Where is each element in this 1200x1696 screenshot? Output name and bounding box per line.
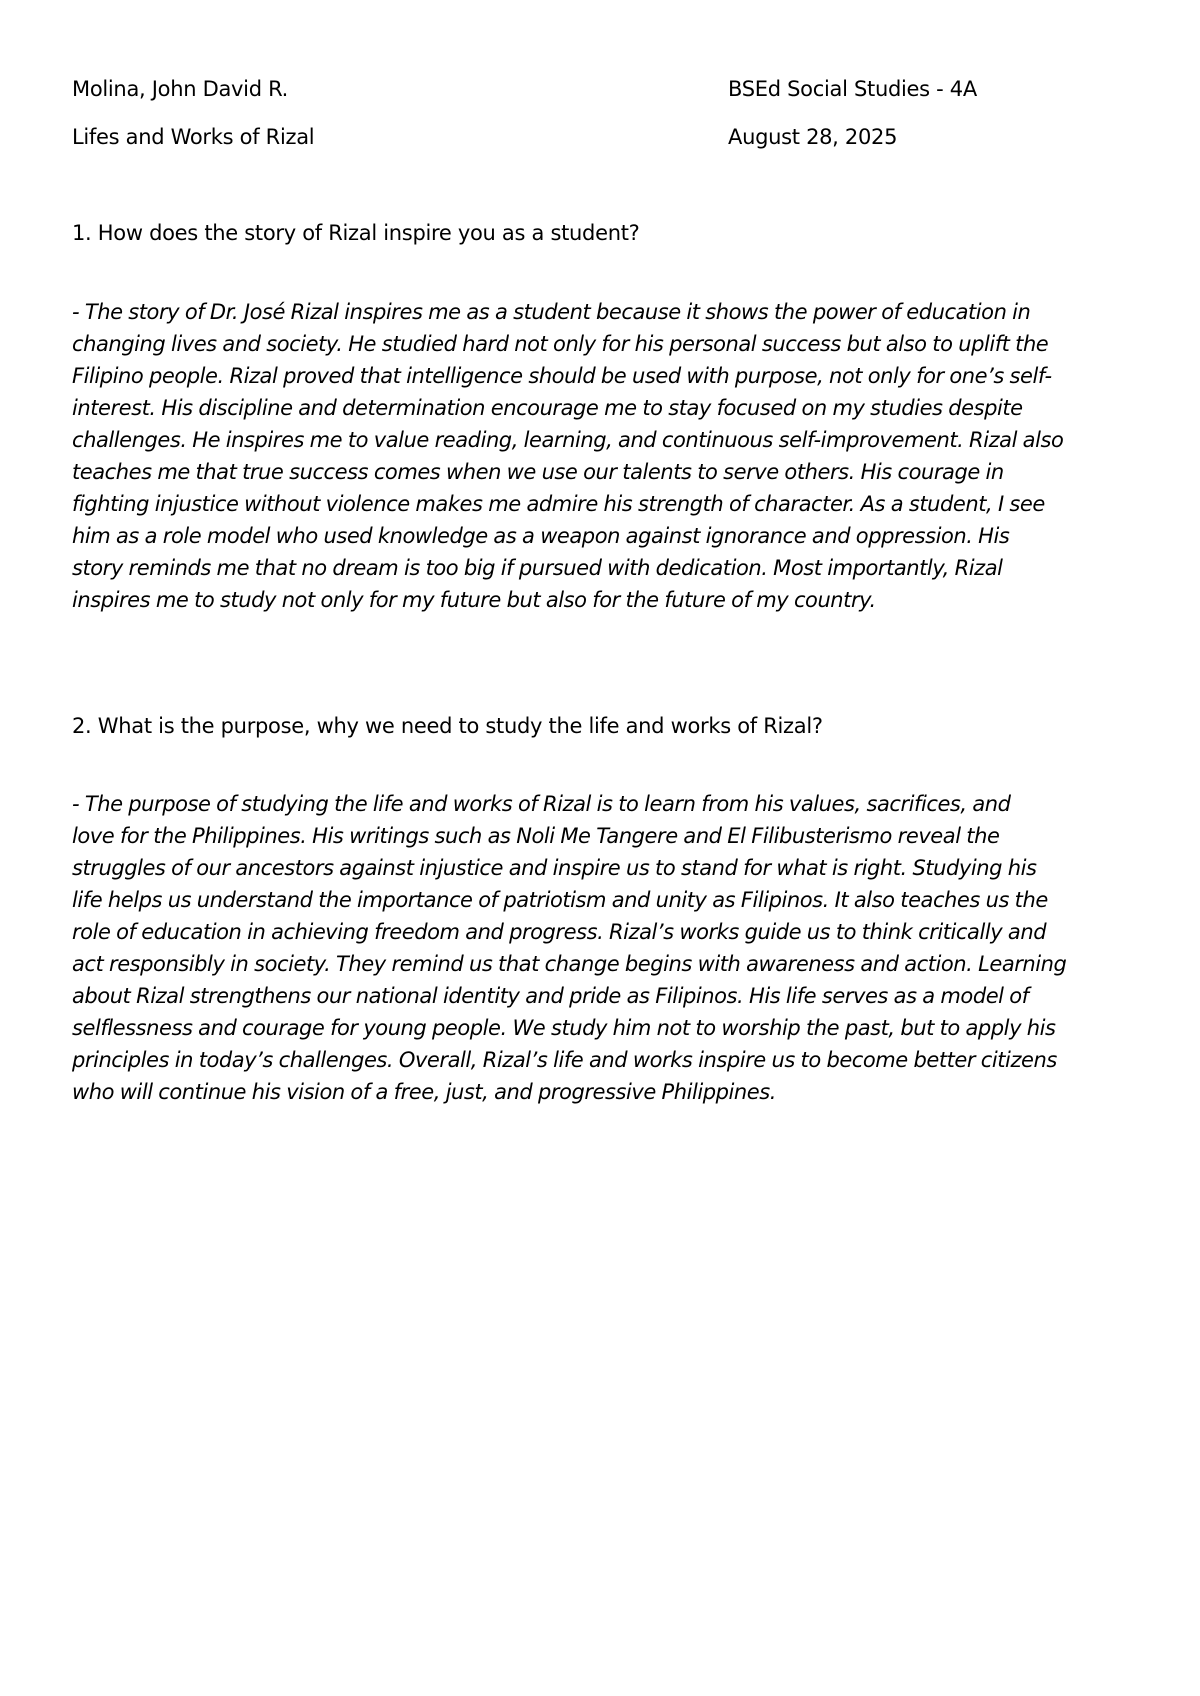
answer-1-line: changing lives and society. He studied hard not only for his personal success but also to uplift the (72, 332, 1049, 356)
course-title: Lifes and Works of Rizal (72, 125, 315, 149)
answer-1-line: teaches me that true success comes when we use our talents to serve others. His courage in (72, 460, 1004, 484)
answer-1-line: - The story of Dr. José Rizal inspires me as a student because it shows the power of education in (72, 300, 1031, 324)
answer-2-line: act responsibly in society. They remind us that change begins with awareness and action. Learning (72, 952, 1067, 976)
answer-2-line: struggles of our ancestors against injustice and inspire us to stand for what is right. Studying his (72, 856, 1037, 880)
answer-2-line: about Rizal strengthens our national identity and pride as Filipinos. His life serves as a model of (72, 984, 1029, 1008)
answer-1-line: him as a role model who used knowledge as a weapon against ignorance and oppression. His (72, 524, 1010, 548)
answer-2-line: - The purpose of studying the life and works of Rizal is to learn from his values, sacrifices, and (72, 792, 1011, 816)
program-section: BSEd Social Studies - 4A (728, 77, 977, 101)
student-name: Molina, John David R. (72, 77, 289, 101)
question-1: 1. How does the story of Rizal inspire you as a student? (72, 221, 640, 245)
answer-2 (72, 788, 1147, 1108)
answer-2-line: life helps us understand the importance of patriotism and unity as Filipinos. It also teaches us the (72, 888, 1048, 912)
answer-2-line: love for the Philippines. His writings such as Noli Me Tangere and El Filibusterismo reveal the (72, 824, 1000, 848)
answer-2-line: who will continue his vision of a free, just, and progressive Philippines. (72, 1080, 776, 1104)
answer-1-line: interest. His discipline and determination encourage me to stay focused on my studies despite (72, 396, 1023, 420)
answer-1-line: fighting injustice without violence makes me admire his strength of character. As a student, I see (72, 492, 1045, 516)
answer-2-line: selflessness and courage for young people. We study him not to worship the past, but to apply his (72, 1016, 1056, 1040)
answer-1-line: Filipino people. Rizal proved that intelligence should be used with purpose, not only for one’s self- (72, 364, 1052, 388)
answer-1-line: story reminds me that no dream is too big if pursued with dedication. Most importantly, Rizal (72, 556, 1003, 580)
answer-1-line: inspires me to study not only for my future but also for the future of my country. (72, 588, 876, 612)
answer-1 (72, 296, 1147, 616)
answer-1-line: challenges. He inspires me to value reading, learning, and continuous self-improvement. Rizal also (72, 428, 1064, 452)
question-2: 2. What is the purpose, why we need to study the life and works of Rizal? (72, 714, 823, 738)
submission-date: August 28, 2025 (728, 125, 898, 149)
answer-2-line: role of education in achieving freedom and progress. Rizal’s works guide us to think critically and (72, 920, 1047, 944)
answer-2-line: principles in today’s challenges. Overall, Rizal’s life and works inspire us to become better citizens (72, 1048, 1057, 1072)
